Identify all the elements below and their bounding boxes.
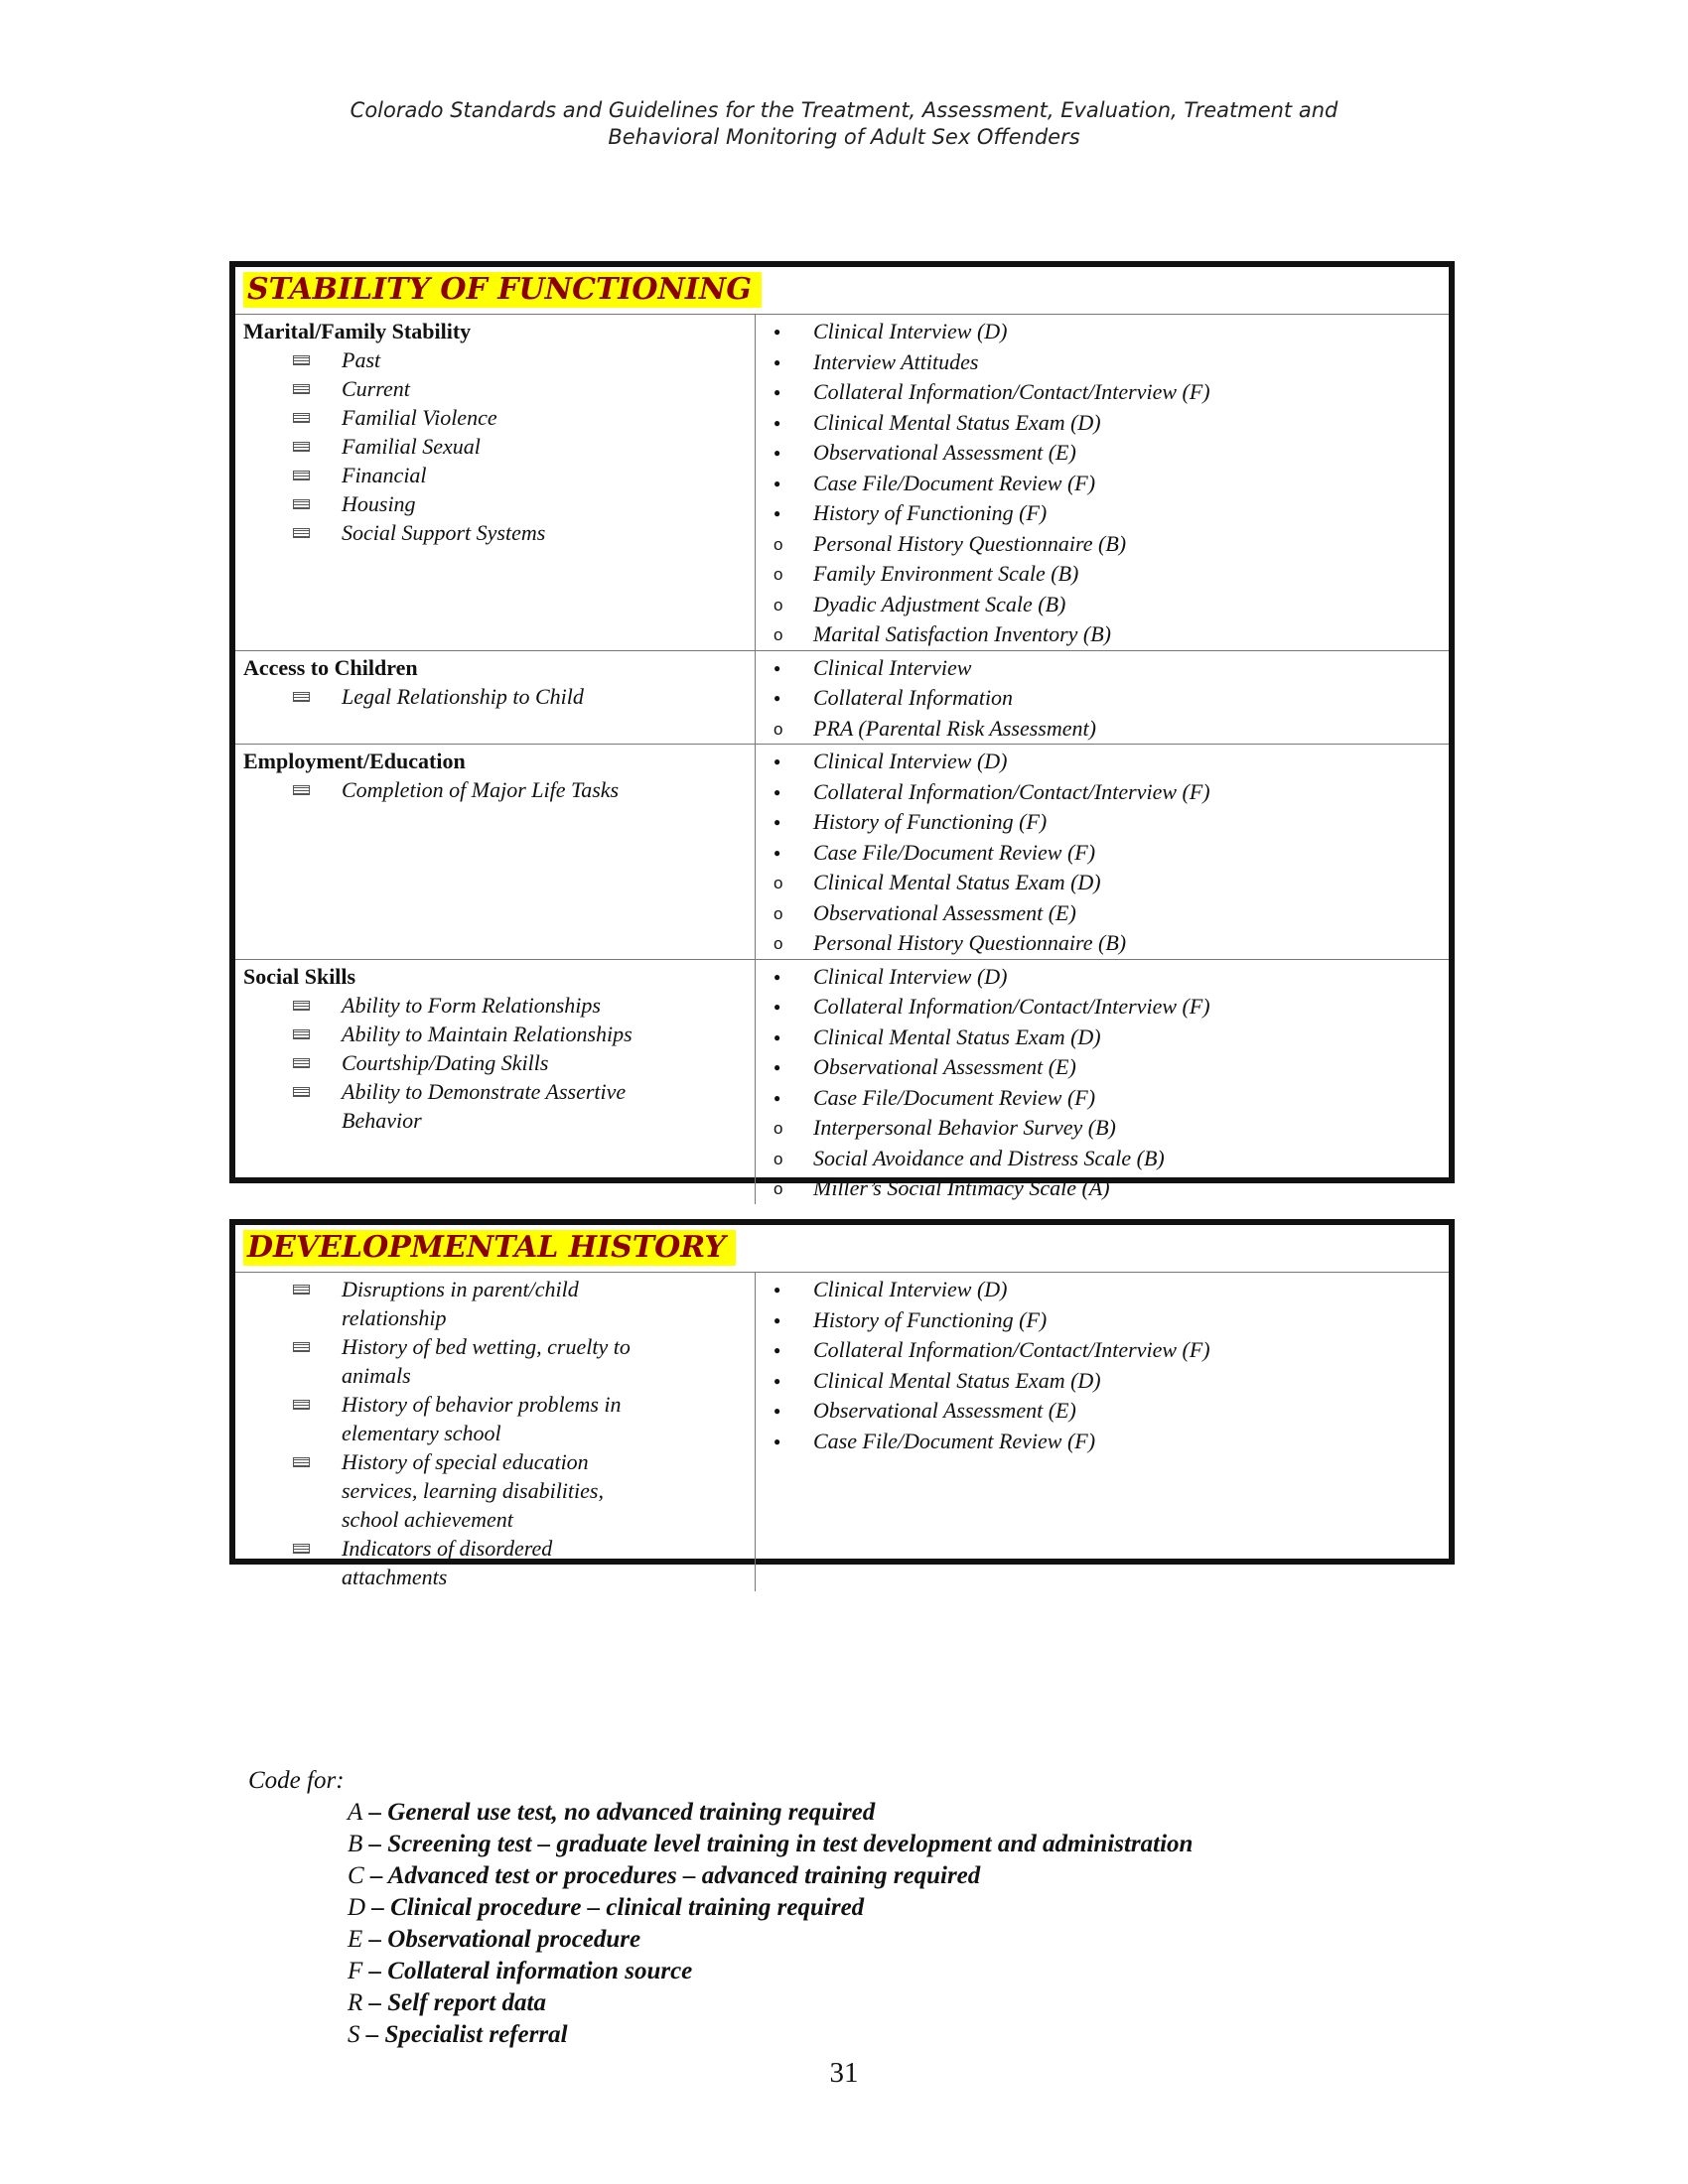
filled-bullet-icon: [774, 807, 780, 840]
open-circle-bullet-icon: [774, 714, 782, 746]
methods-cell: [756, 315, 1449, 650]
topic-item: [243, 1332, 639, 1390]
method-item: [766, 747, 1449, 777]
method-item: [766, 1427, 1449, 1457]
method-item: [766, 1173, 1449, 1204]
methods-list: [766, 962, 1449, 1204]
topic-item: [243, 1534, 639, 1591]
square-bullet-icon: [293, 785, 310, 795]
method-item: [766, 619, 1449, 650]
method-item-text: Observational Assessment (E): [813, 899, 1076, 925]
filled-bullet-icon: [774, 1023, 780, 1055]
square-bullet-icon: [293, 528, 310, 538]
topic-item: [243, 1447, 639, 1534]
developmental-methods-cell: [756, 1273, 1449, 1591]
method-item: [766, 590, 1449, 620]
filled-bullet-icon: [774, 1427, 780, 1459]
section-label: Employment/Education: [243, 749, 466, 773]
code-legend-item: [348, 2019, 1193, 2051]
topic-item-text: Familial Sexual: [342, 434, 481, 459]
method-item-text: Case File/Document Review (F): [813, 1428, 1096, 1453]
methods-list: [766, 653, 1449, 745]
code-description: – Advanced test or procedures – advanced training required: [369, 1862, 981, 1889]
filled-bullet-icon: [774, 317, 780, 349]
topic-item-text: Disruptions in parent/child relationship: [342, 1277, 579, 1330]
filled-bullet-icon: [774, 1335, 780, 1368]
method-item-text: Dyadic Adjustment Scale (B): [813, 591, 1066, 616]
code-description: – Observational procedure: [368, 1926, 641, 1953]
method-item: [766, 683, 1449, 714]
filled-bullet-icon: [774, 777, 780, 810]
code-letter: B: [348, 1831, 363, 1857]
method-item-text: Observational Assessment (E): [813, 440, 1076, 465]
section-label: Social Skills: [243, 963, 356, 989]
developmental-items-list: [243, 1275, 755, 1591]
topic-item-text: Social Support Systems: [342, 520, 546, 545]
square-bullet-icon: [293, 1342, 310, 1352]
method-item-text: Clinical Interview (D): [813, 749, 1008, 773]
method-item-text: Collateral Information: [813, 685, 1014, 710]
method-item: [766, 1305, 1449, 1336]
topic-item-text: Indicators of disordered attachments: [342, 1536, 553, 1589]
method-item: [766, 928, 1449, 959]
square-bullet-icon: [293, 1285, 310, 1295]
topic-item-text: Familial Violence: [342, 405, 497, 430]
method-item-text: Collateral Information/Contact/Interview (F): [813, 778, 1210, 804]
filled-bullet-icon: [774, 377, 780, 410]
method-item: [766, 1335, 1449, 1366]
method-item-text: Clinical Mental Status Exam (D): [813, 1024, 1101, 1049]
square-bullet-icon: [293, 1400, 310, 1410]
code-description: – Collateral information source: [368, 1958, 693, 1984]
topic-item: [243, 775, 639, 804]
methods-cell: [756, 745, 1449, 959]
code-letter: S: [348, 2021, 360, 2048]
stability-title-row: [235, 267, 1449, 315]
developmental-methods-list: [766, 1275, 1449, 1456]
method-item: [766, 1275, 1449, 1305]
open-circle-bullet-icon: [774, 928, 782, 960]
method-item-text: History of Functioning (F): [813, 1306, 1048, 1332]
topic-item: [243, 432, 639, 461]
filled-bullet-icon: [774, 408, 780, 441]
square-bullet-icon: [293, 1058, 310, 1068]
developmental-row: [235, 1273, 1449, 1591]
method-item: [766, 529, 1449, 560]
method-item: [766, 469, 1449, 499]
method-item: [766, 1052, 1449, 1083]
code-letter: A: [348, 1799, 363, 1826]
method-item-text: Clinical Interview (D): [813, 963, 1008, 989]
square-bullet-icon: [293, 1457, 310, 1467]
filled-bullet-icon: [774, 1052, 780, 1085]
topic-item-text: Ability to Maintain Relationships: [342, 1021, 633, 1046]
topic-cell: [235, 960, 756, 1204]
filled-bullet-icon: [774, 747, 780, 779]
topic-cell: [235, 651, 756, 745]
code-letter: D: [348, 1894, 366, 1921]
method-item-text: Clinical Interview: [813, 654, 972, 680]
method-item-text: Personal History Questionnaire (B): [813, 930, 1127, 955]
topic-item-text: Financial: [342, 463, 427, 487]
topic-items-list: [243, 345, 755, 547]
code-description: – Self report data: [368, 1989, 546, 2016]
methods-list: [766, 317, 1449, 650]
filled-bullet-icon: [774, 683, 780, 716]
code-legend-item: [348, 1924, 1193, 1956]
code-legend-list: [248, 1797, 1193, 2051]
open-circle-bullet-icon: [774, 868, 782, 899]
method-item: [766, 962, 1449, 993]
topic-item-text: Housing: [342, 491, 416, 516]
square-bullet-icon: [293, 384, 310, 394]
method-item-text: Personal History Questionnaire (B): [813, 530, 1127, 556]
method-item: [766, 653, 1449, 684]
method-item-text: Interview Attitudes: [813, 348, 979, 374]
topic-item: [243, 1020, 639, 1048]
filled-bullet-icon: [774, 1083, 780, 1116]
open-circle-bullet-icon: [774, 559, 782, 591]
method-item: [766, 992, 1449, 1023]
square-bullet-icon: [293, 1001, 310, 1011]
method-item-text: Social Avoidance and Distress Scale (B): [813, 1145, 1165, 1170]
developmental-title: DEVELOPMENTAL HISTORY: [243, 1230, 736, 1266]
method-item: [766, 377, 1449, 408]
topic-item: [243, 345, 639, 374]
topic-item-text: Completion of Major Life Tasks: [342, 777, 620, 802]
filled-bullet-icon: [774, 838, 780, 871]
method-item-text: Interpersonal Behavior Survey (B): [813, 1115, 1116, 1140]
header-line-1: Colorado Standards and Guidelines for the Treatment, Assessment, Evaluation, Treatment and: [350, 98, 1338, 122]
method-item-text: Collateral Information/Contact/Interview (F): [813, 994, 1210, 1019]
method-item-text: PRA (Parental Risk Assessment): [813, 715, 1096, 741]
topic-item-text: History of special education services, learning disabilities, school achievement: [342, 1449, 604, 1532]
header-line-2: Behavioral Monitoring of Adult Sex Offenders: [608, 125, 1080, 149]
method-item: [766, 347, 1449, 378]
topic-item: [243, 1390, 639, 1447]
topic-item: [243, 374, 639, 403]
code-legend-item: [348, 1829, 1193, 1860]
method-item: [766, 777, 1449, 808]
topic-item-text: Ability to Form Relationships: [342, 992, 601, 1018]
filled-bullet-icon: [774, 1396, 780, 1429]
filled-bullet-icon: [774, 992, 780, 1024]
method-item: [766, 1023, 1449, 1053]
topic-item: [243, 991, 639, 1020]
method-item: [766, 868, 1449, 898]
section-label: Access to Children: [243, 654, 418, 680]
filled-bullet-icon: [774, 653, 780, 686]
method-item-text: Miller’s Social Intimacy Scale (A): [813, 1175, 1110, 1200]
topic-item: [243, 1077, 639, 1135]
page-header: [0, 97, 1688, 151]
filled-bullet-icon: [774, 347, 780, 380]
stability-rows: [235, 315, 1449, 1204]
filled-bullet-icon: [774, 1366, 780, 1399]
stability-of-functioning-table: [229, 261, 1455, 1200]
method-item-text: Clinical Mental Status Exam (D): [813, 870, 1101, 894]
square-bullet-icon: [293, 692, 310, 702]
open-circle-bullet-icon: [774, 1173, 782, 1205]
filled-bullet-icon: [774, 469, 780, 501]
open-circle-bullet-icon: [774, 1113, 782, 1145]
method-item-text: History of Functioning (F): [813, 500, 1048, 525]
topic-item-text: Ability to Demonstrate Assertive Behavior: [342, 1078, 627, 1133]
methods-list: [766, 747, 1449, 959]
method-item-text: Marital Satisfaction Inventory (B): [813, 621, 1111, 646]
topic-item-text: Courtship/Dating Skills: [342, 1049, 549, 1075]
topic-item: [243, 518, 639, 547]
topic-cell: [235, 745, 756, 959]
stability-row: [235, 745, 1449, 960]
method-item: [766, 317, 1449, 347]
code-description: – Screening test – graduate level training in test development and administration: [368, 1831, 1194, 1857]
topic-items-list: [243, 991, 755, 1135]
code-description: – Specialist referral: [365, 2021, 568, 2048]
square-bullet-icon: [293, 1087, 310, 1097]
code-legend-item: [348, 1797, 1193, 1829]
method-item-text: Clinical Mental Status Exam (D): [813, 1367, 1101, 1393]
topic-item: [243, 403, 639, 432]
topic-item: [243, 461, 639, 489]
method-item: [766, 1396, 1449, 1427]
topic-items-list: [243, 682, 755, 711]
method-item-text: Observational Assessment (E): [813, 1054, 1076, 1079]
filled-bullet-icon: [774, 498, 780, 531]
open-circle-bullet-icon: [774, 619, 782, 651]
topic-item-text: Past: [342, 347, 381, 372]
method-item-text: Collateral Information/Contact/Interview (F): [813, 1337, 1210, 1362]
square-bullet-icon: [293, 1544, 310, 1554]
code-description: – General use test, no advanced training required: [368, 1799, 876, 1826]
topic-item-text: Current: [342, 376, 410, 401]
method-item-text: Case File/Document Review (F): [813, 470, 1096, 495]
method-item: [766, 898, 1449, 929]
method-item: [766, 408, 1449, 439]
open-circle-bullet-icon: [774, 898, 782, 930]
methods-cell: [756, 960, 1449, 1204]
method-item: [766, 1366, 1449, 1397]
topic-item-text: Legal Relationship to Child: [342, 683, 584, 709]
topic-item: [243, 489, 639, 518]
code-letter: E: [348, 1926, 363, 1953]
developmental-items-cell: [235, 1273, 756, 1591]
topic-item-text: History of bed wetting, cruelty to animals: [342, 1334, 631, 1388]
method-item: [766, 1113, 1449, 1144]
stability-row: [235, 315, 1449, 651]
method-item-text: Family Environment Scale (B): [813, 561, 1079, 586]
method-item: [766, 438, 1449, 469]
filled-bullet-icon: [774, 962, 780, 995]
square-bullet-icon: [293, 355, 310, 365]
method-item-text: History of Functioning (F): [813, 809, 1048, 834]
method-item: [766, 807, 1449, 838]
code-letter: C: [348, 1862, 364, 1889]
method-item-text: Case File/Document Review (F): [813, 1084, 1096, 1110]
stability-row: [235, 960, 1449, 1204]
open-circle-bullet-icon: [774, 1144, 782, 1175]
open-circle-bullet-icon: [774, 529, 782, 561]
square-bullet-icon: [293, 499, 310, 509]
method-item: [766, 559, 1449, 590]
filled-bullet-icon: [774, 1305, 780, 1338]
filled-bullet-icon: [774, 1275, 780, 1307]
square-bullet-icon: [293, 1029, 310, 1039]
method-item-text: Clinical Mental Status Exam (D): [813, 409, 1101, 435]
topic-item: [243, 1275, 639, 1332]
code-legend-item: [348, 1987, 1193, 2019]
method-item-text: Clinical Interview (D): [813, 319, 1008, 343]
method-item: [766, 1144, 1449, 1174]
topic-items-list: [243, 775, 755, 804]
code-legend-item: [348, 1956, 1193, 1987]
code-description: – Clinical procedure – clinical training required: [371, 1894, 865, 1921]
method-item-text: Collateral Information/Contact/Interview (F): [813, 379, 1210, 404]
method-item: [766, 498, 1449, 529]
method-item-text: Observational Assessment (E): [813, 1398, 1076, 1423]
code-legend-item: [348, 1860, 1193, 1892]
stability-row: [235, 651, 1449, 746]
code-legend-item: [348, 1892, 1193, 1924]
stability-title: STABILITY OF FUNCTIONING: [243, 272, 762, 308]
topic-item: [243, 682, 639, 711]
method-item-text: Case File/Document Review (F): [813, 839, 1096, 865]
square-bullet-icon: [293, 413, 310, 423]
topic-item: [243, 1048, 639, 1077]
square-bullet-icon: [293, 471, 310, 480]
method-item: [766, 714, 1449, 745]
code-legend-title: Code for:: [248, 1767, 345, 1794]
methods-cell: [756, 651, 1449, 745]
developmental-history-table: [229, 1219, 1455, 1589]
developmental-title-row: [235, 1225, 1449, 1273]
section-label: Marital/Family Stability: [243, 319, 472, 343]
topic-item-text: History of behavior problems in elementary school: [342, 1392, 622, 1445]
code-letter: R: [348, 1989, 363, 2016]
square-bullet-icon: [293, 442, 310, 452]
method-item: [766, 1083, 1449, 1114]
code-letter: F: [348, 1958, 363, 1984]
code-legend: [248, 1765, 1193, 2051]
filled-bullet-icon: [774, 438, 780, 471]
topic-cell: [235, 315, 756, 650]
page-number: 31: [829, 2057, 859, 2089]
method-item: [766, 838, 1449, 869]
method-item-text: Clinical Interview (D): [813, 1277, 1008, 1301]
open-circle-bullet-icon: [774, 590, 782, 621]
